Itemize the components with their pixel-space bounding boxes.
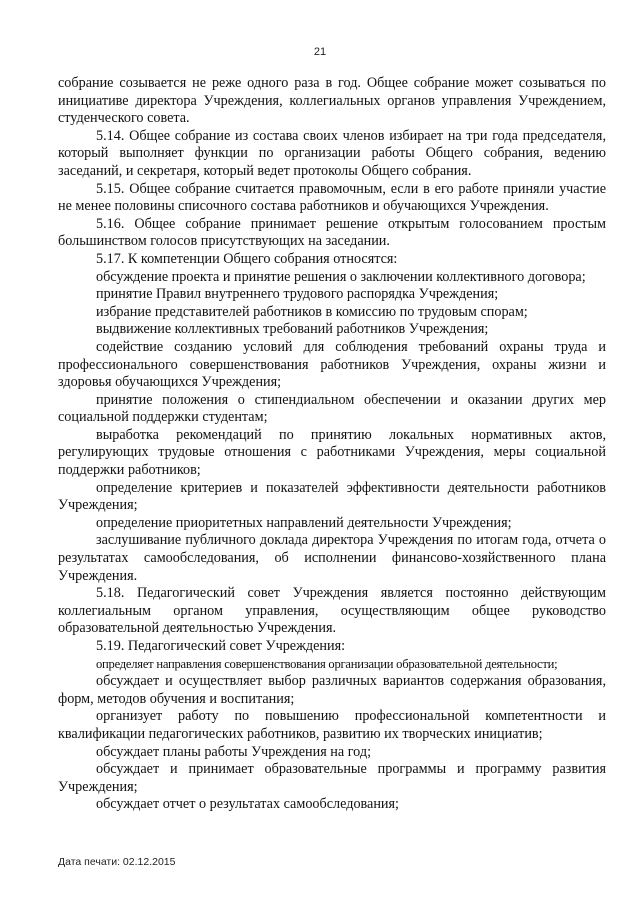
list-item: обсуждает и принимает образовательные программы и программу развития Учреждения; [58,761,606,795]
paragraph-5-15: 5.15. Общее собрание считается правомочным, если в его работе приняли участие не менее половины списочного состава работников и обучающихся Учреждения. [58,180,606,215]
paragraph-5-19: 5.19. Педагогический совет Учреждения: [96,638,346,654]
list-item: содействие созданию условий для соблюдения требований охраны труда и профессионального совершенствования работников Учреждения, охраны жизни и здоровья обучающихся Учреждения; [58,338,606,391]
list-item: обсуждает отчет о результатах самообследования; [96,796,399,813]
page-number: 21 [313,46,327,58]
list-item: заслушивание публичного доклада директора Учреждения по итогам года, отчета о результатах самообследования, об исполнении финансово-хозяйственного плана Учреждения. [58,532,606,584]
list-item: принятие Правил внутреннего трудового распорядка Учреждения; [96,286,499,303]
document-body [58,75,606,814]
list-item: организует работу по повышению профессиональной компетентности и квалификации педагогических работников, развитию их творческих инициатив; [58,708,606,742]
paragraph-5-18: 5.18. Педагогический совет Учреждения является постоянно действующим коллегиальным органом управления, осуществляющим общее руководство образовательной деятельностью Учреждения. [58,585,606,637]
list-item: обсуждает планы работы Учреждения на год; [96,743,372,760]
paragraph-5-16: 5.16. Общее собрание принимает решение открытым голосованием простым большинством голосов присутствующих на заседании. [58,215,606,250]
paragraph-5-14: 5.14. Общее собрание из состава своих членов избирает на три года председателя, который выполняет функции по организации работы Общего собрания, ведению заседаний, и секретаря, который ведет протоколы Общего собрания. [58,127,606,179]
list-item: принятие положения о стипендиальном обеспечении и оказании других мер социальной поддержки студентам; [58,391,606,426]
paragraph-5-17: 5.17. К компетенции Общего собрания относятся: [96,250,398,267]
list-item: определяет направления совершенствования организации образовательной деятельности; [96,656,558,671]
list-item: выработка рекомендаций по принятию локальных нормативных актов, регулирующих трудовые отношения с работниками Учреждения, меры социальной поддержки работников; [58,426,606,479]
list-item: избрание представителей работников в комиссию по трудовым спорам; [96,303,528,320]
list-item: определение приоритетных направлений деятельности Учреждения; [96,514,512,531]
paragraph-0: собрание созывается не реже одного раза в год. Общее собрание может созываться по инициативе директора Учреждения, коллегиальных органов управления Учреждением, студенческого совета. [58,75,606,127]
list-item: выдвижение коллективных требований работников Учреждения; [96,321,489,338]
list-item: обсуждение проекта и принятие решения о заключении коллективного договора; [96,268,586,285]
print-date-footer: Дата печати: 02.12.2015 [58,856,176,868]
list-item: определение критериев и показателей эффективности деятельности работников Учреждения; [58,479,606,514]
list-item: обсуждает и осуществляет выбор различных вариантов содержания образования, форм, методов обучения и воспитания; [58,673,606,707]
